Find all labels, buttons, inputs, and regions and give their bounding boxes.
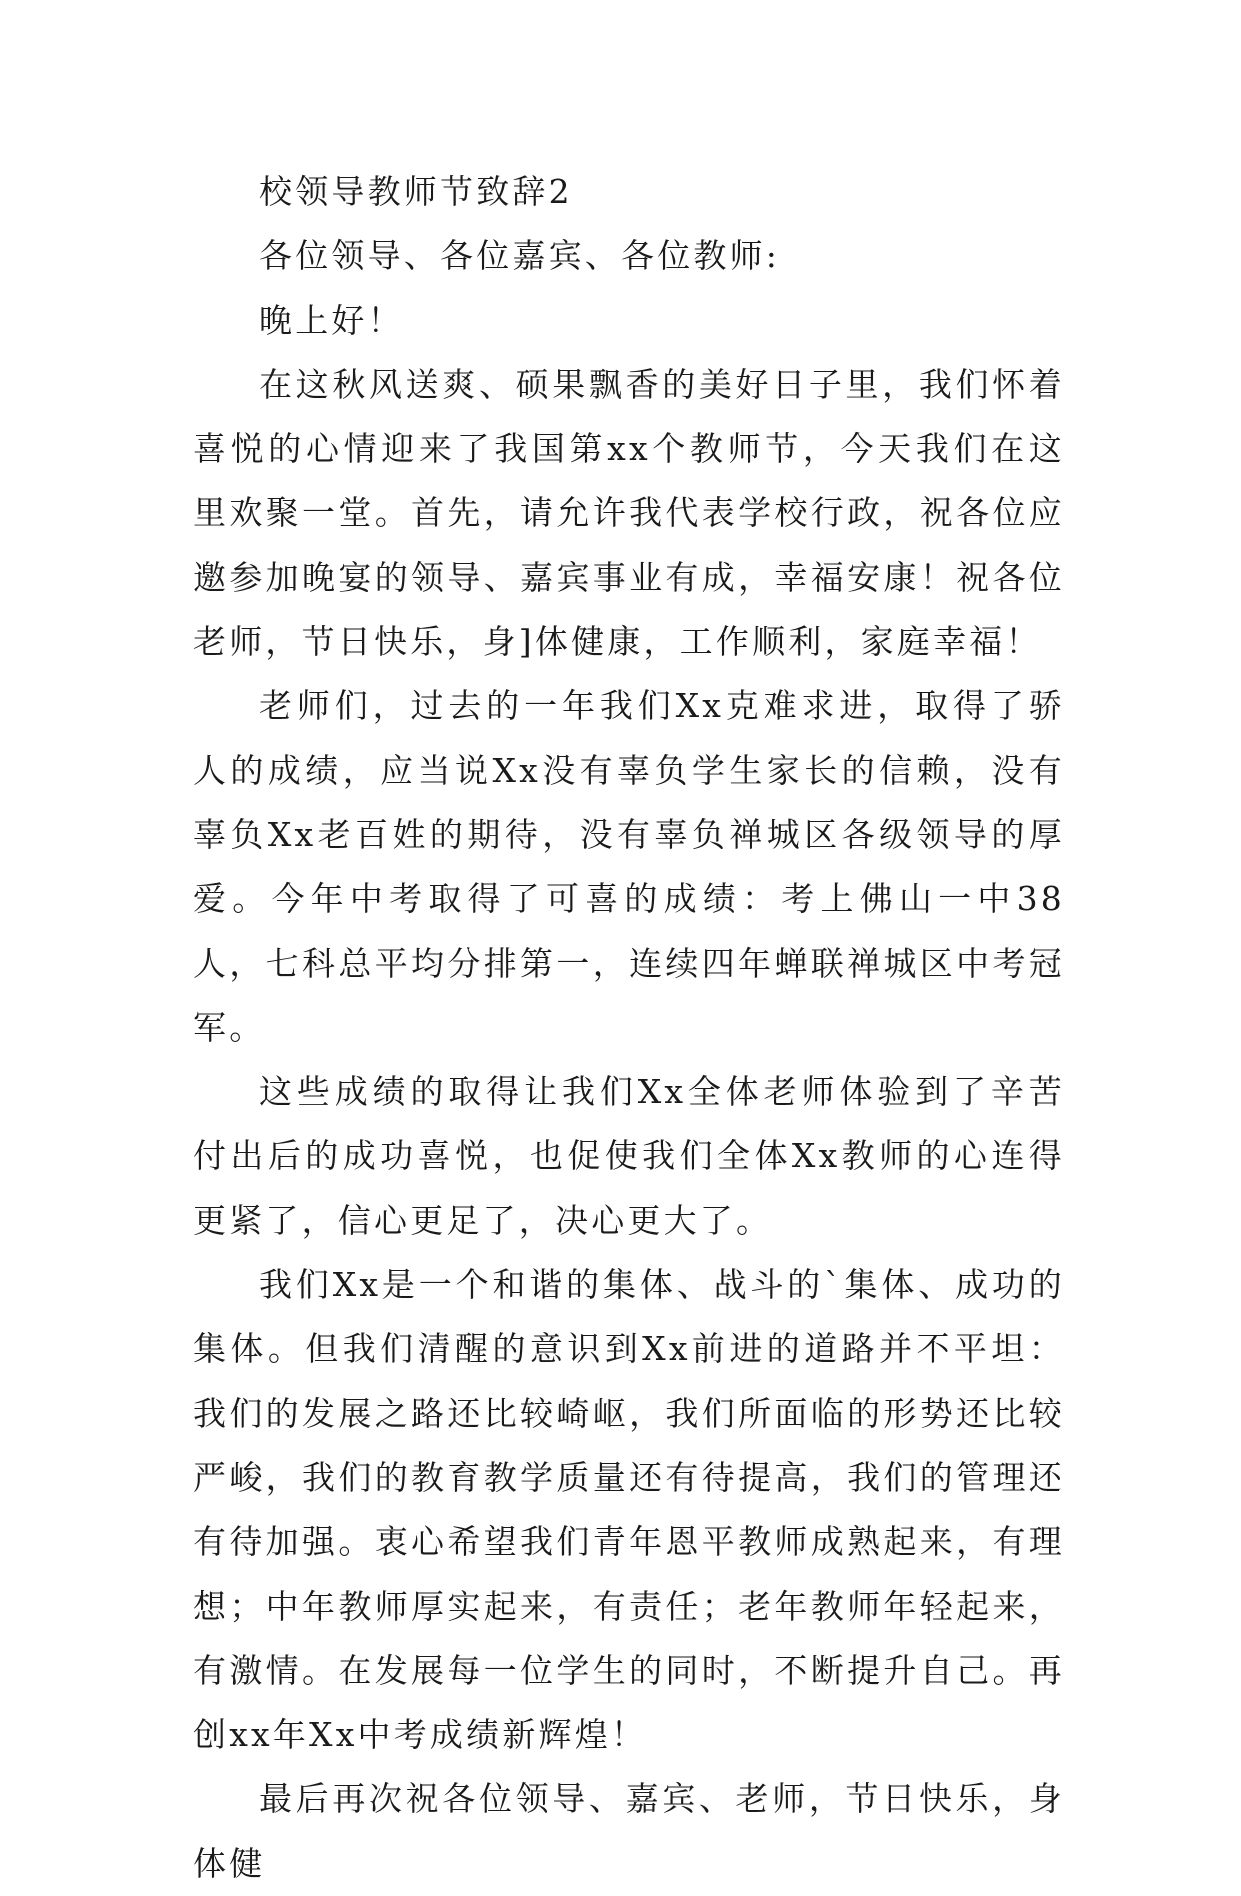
paragraph-achievements: 老师们，过去的一年我们Xx克难求进，取得了骄人的成绩，应当说Xx没有辜负学生家长的信赖，没有辜负Xx老百姓的期待，没有辜负禅城区各级领导的厚爱。今年中考取得了可喜的成绩：考上佛山一中38人，七科总平均分排第一，连续四年蝉联禅城区中考冠军。 xyxy=(193,686,1065,1047)
document-title: 校领导教师节致辞2 xyxy=(259,172,573,211)
paragraph-closing: 最后再次祝各位领导、嘉宾、老师，节日快乐，身体健 xyxy=(193,1779,1065,1883)
document-body xyxy=(193,160,1065,1896)
paragraph-confidence: 这些成绩的取得让我们Xx全体老师体验到了辛苦付出后的成功喜悦，也促使我们全体Xx教师的心连得更紧了，信心更足了，决心更大了。 xyxy=(193,1072,1065,1240)
paragraph-opening: 在这秋风送爽、硕果飘香的美好日子里，我们怀着喜悦的心情迎来了我国第xx个教师节，今天我们在这里欢聚一堂。首先，请允许我代表学校行政，祝各位应邀参加晚宴的领导、嘉宾事业有成，幸福安康！祝各位老师，节日快乐，身]体健康，工作顺利，家庭幸福！ xyxy=(193,364,1065,662)
salutation: 各位领导、各位嘉宾、各位教师: xyxy=(259,236,781,276)
greeting: 晚上好！ xyxy=(259,300,404,340)
paragraph-outlook: 我们Xx是一个和谐的集体、战斗的`集体、成功的集体。但我们清醒的意识到Xx前进的道路并不平坦：我们的发展之路还比较崎岖，我们所面临的形势还比较严峻，我们的教育教学质量还有待提高，我们的管理还有待加强。衷心希望我们青年恩平教师成熟起来，有理想；中年教师厚实起来，有责任；老年教师年轻起来，有激情。在发展每一位学生的同时，不断提升自己。再创xx年Xx中考成绩新辉煌！ xyxy=(193,1265,1065,1755)
